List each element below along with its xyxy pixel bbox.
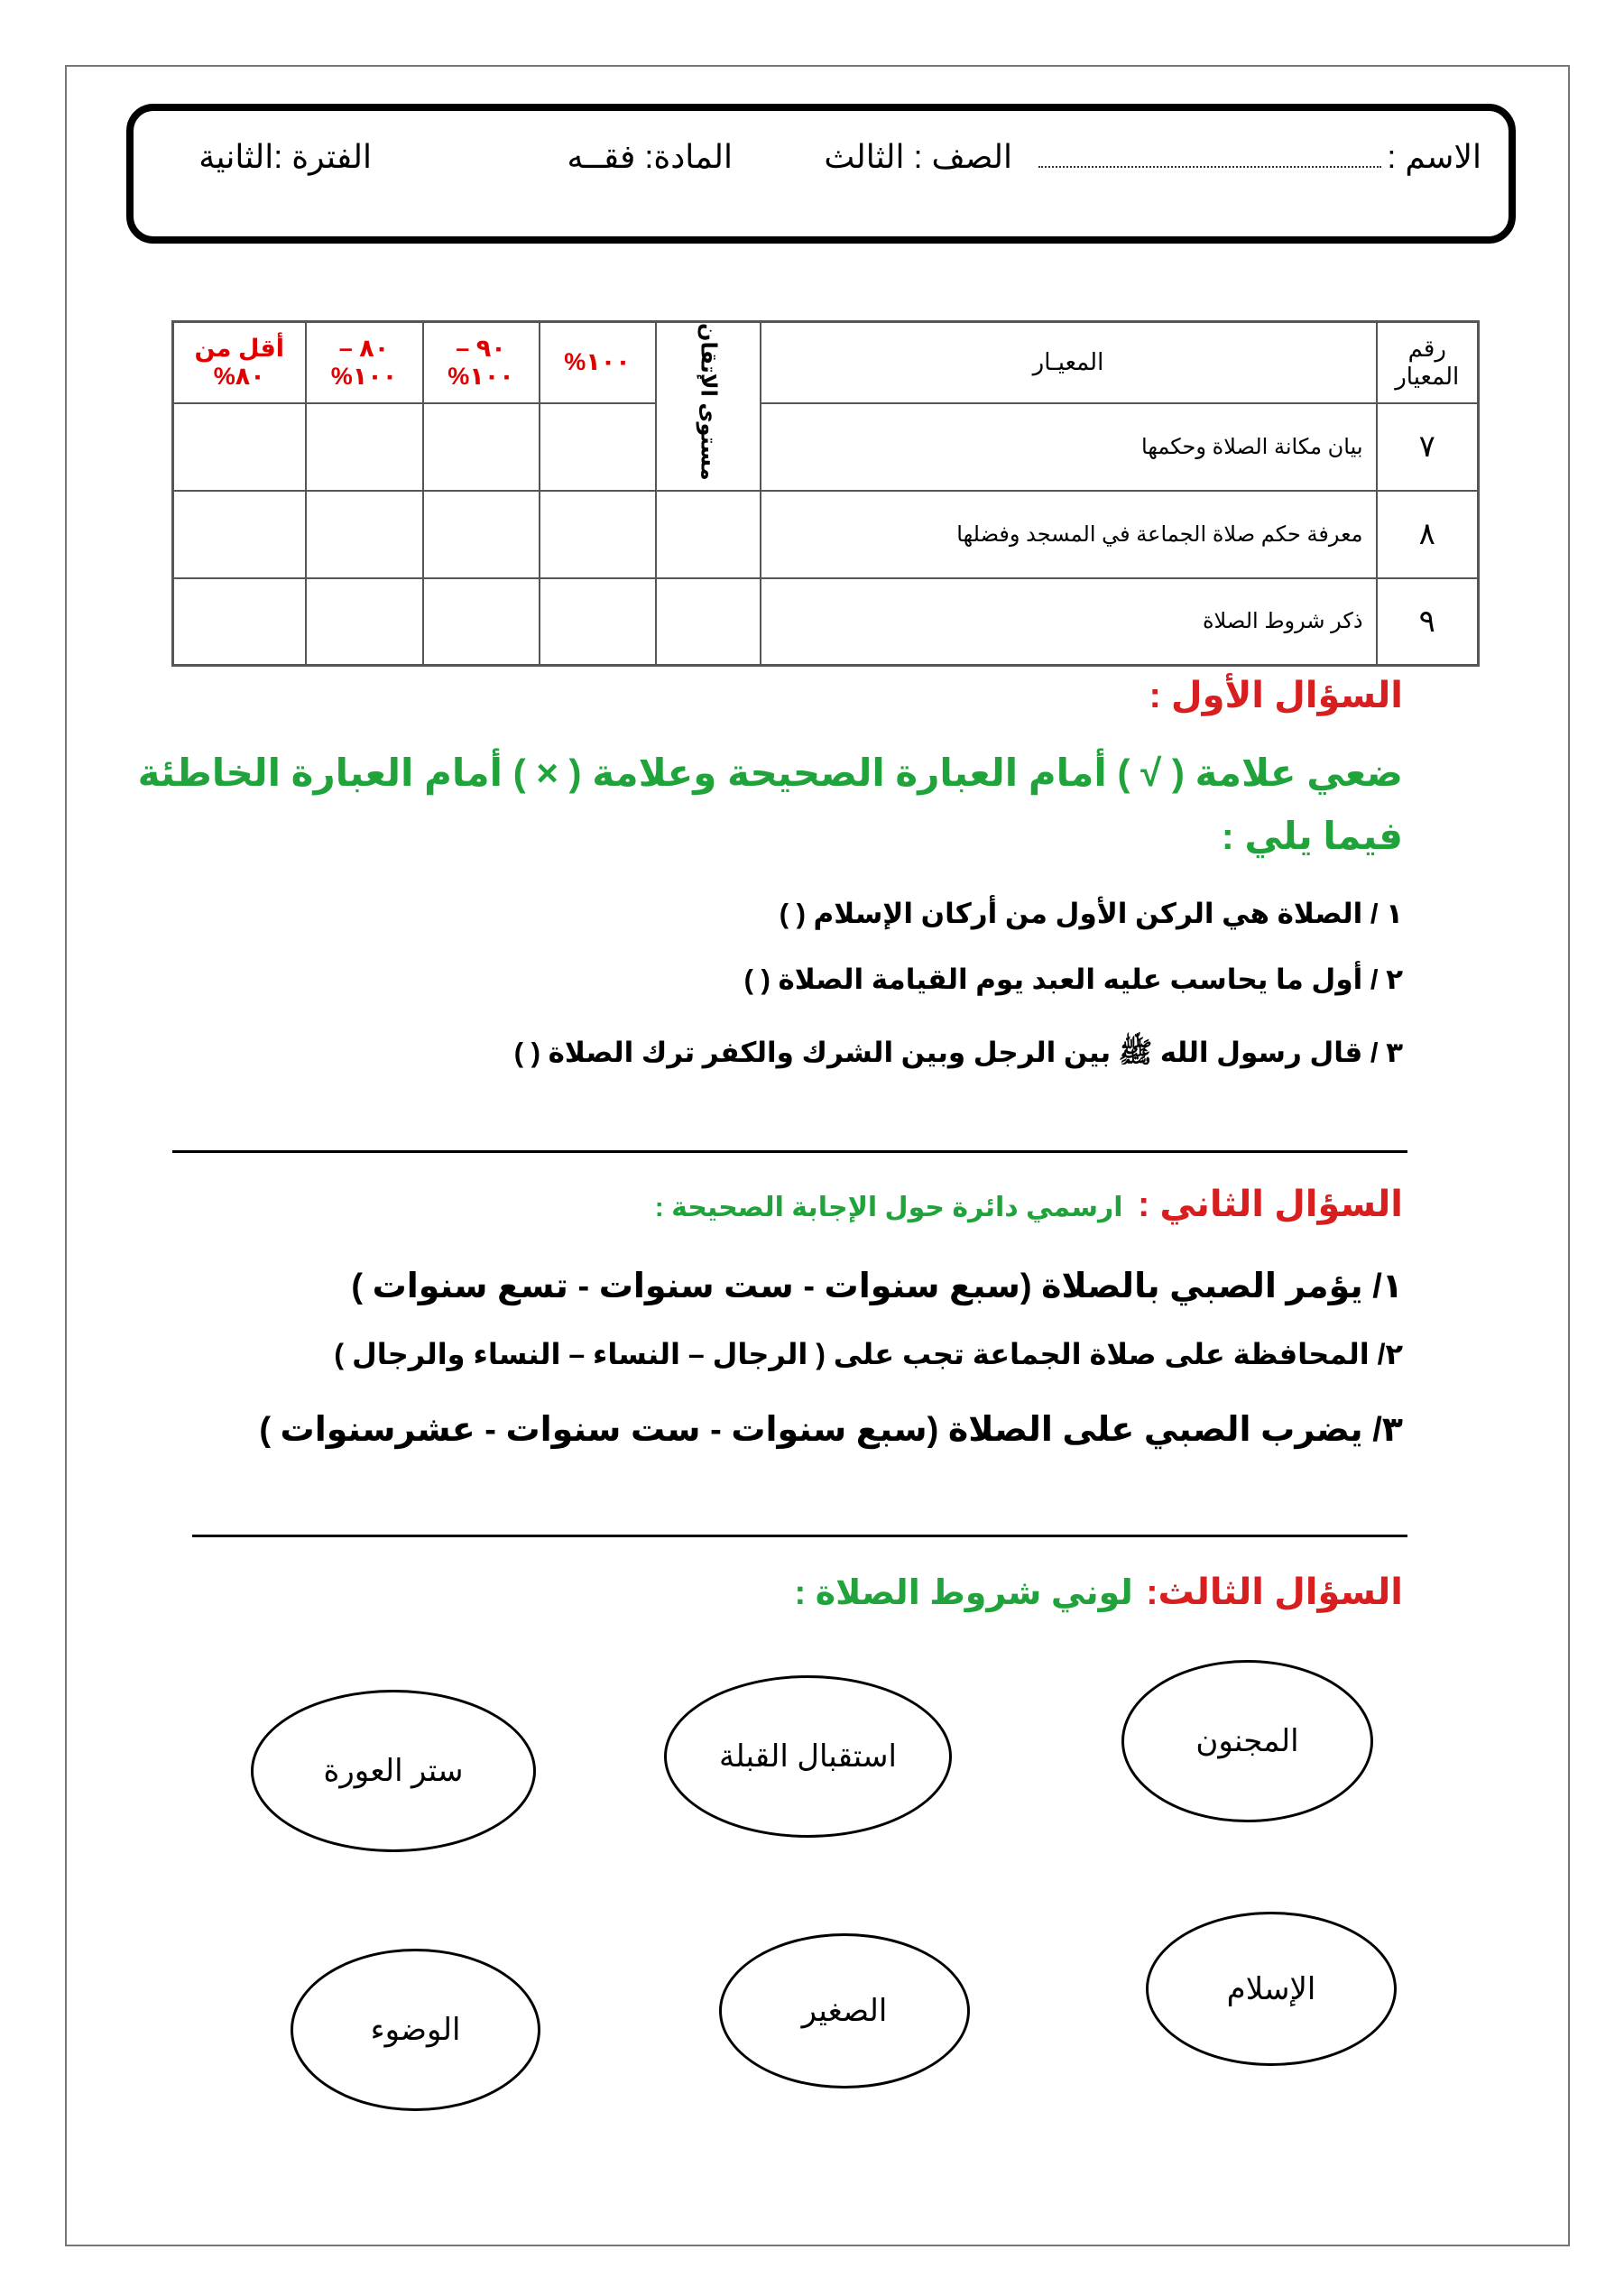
table-row: [173, 403, 1479, 491]
q1-item: ٣ / قال رسول الله ﷺ بين الرجل وبين الشرك والكفر ترك الصلاة ( ): [513, 1037, 1403, 1068]
header-box: [126, 104, 1516, 244]
q3-instruction: لوني شروط الصلاة :: [794, 1574, 1133, 1612]
cell[interactable]: [173, 403, 306, 491]
col-100: ١٠٠%: [540, 322, 656, 403]
cell[interactable]: [656, 578, 761, 666]
cell[interactable]: [173, 578, 306, 666]
option-ellipse[interactable]: المجنون: [1121, 1660, 1373, 1822]
row-number: ٨: [1377, 491, 1479, 578]
cell[interactable]: [423, 403, 540, 491]
q2-instruction: ارسمي دائرة حول الإجابة الصحيحة :: [654, 1193, 1123, 1222]
q1-title: السؤال الأول :: [1149, 676, 1403, 715]
name-field[interactable]: [1038, 138, 1481, 176]
grade: الصف : الثالث: [824, 138, 1012, 175]
q2-item: ٢/ المحافظة على صلاة الجماعة تجب على ( الرجال – النساء – النساء والرجال ): [334, 1338, 1403, 1370]
row-criterion: معرفة حكم صلاة الجماعة في المسجد وفضلها: [761, 491, 1377, 578]
cell[interactable]: [173, 491, 306, 578]
q1-instruction: ضعي علامة ( √ ) أمام العبارة الصحيحة وعلامة ( × ) أمام العبارة الخاطئة: [137, 752, 1403, 794]
q1-instruction-cont: فيما يلي :: [1221, 815, 1403, 857]
divider: [192, 1535, 1407, 1537]
q2-item: ٣/ يضرب الصبي على الصلاة (سبع سنوات - ست سنوات - عشرسنوات ): [259, 1411, 1403, 1449]
col-80: ٨٠ – ١٠٠%: [306, 322, 423, 403]
cell[interactable]: [423, 491, 540, 578]
level-label: مستوى الإتقان: [696, 323, 721, 481]
cell[interactable]: [656, 491, 761, 578]
q2-item: ١/ يؤمر الصبي بالصلاة (سبع سنوات - ست سنوات - تسع سنوات ): [351, 1268, 1403, 1305]
table-row: [173, 491, 1479, 578]
option-ellipse[interactable]: الصغير: [719, 1933, 970, 2089]
period: الفترة :الثانية: [198, 138, 372, 175]
col-criterion: المعيـار: [761, 322, 1377, 403]
row-number: ٩: [1377, 578, 1479, 666]
divider: [172, 1150, 1407, 1153]
col-below80: أقل من ٨٠%: [173, 322, 306, 403]
q1-item: ١ / الصلاة هي الركن الأول من أركان الإسلام ( ): [779, 898, 1403, 929]
name-label: الاسم :: [1387, 138, 1481, 175]
cell[interactable]: [306, 403, 423, 491]
cell[interactable]: [306, 578, 423, 666]
q3-heading: [794, 1572, 1403, 1613]
cell[interactable]: [540, 578, 656, 666]
col-level: [656, 322, 761, 491]
row-criterion: ذكر شروط الصلاة: [761, 578, 1377, 666]
cell[interactable]: [540, 403, 656, 491]
cell[interactable]: [306, 491, 423, 578]
cell[interactable]: [540, 491, 656, 578]
q1-item: ٢ / أول ما يحاسب عليه العبد يوم القيامة الصلاة ( ): [743, 964, 1403, 995]
row-criterion: بيان مكانة الصلاة وحكمها: [761, 403, 1377, 491]
option-ellipse[interactable]: استقبال القبلة: [664, 1675, 952, 1838]
subject: المادة: فقــه: [567, 138, 733, 175]
q2-heading: [655, 1184, 1403, 1225]
cell[interactable]: [423, 578, 540, 666]
criteria-table: [171, 320, 1480, 667]
table-row: [173, 578, 1479, 666]
q3-title: السؤال الثالث:: [1146, 1572, 1403, 1612]
option-ellipse[interactable]: ستر العورة: [251, 1690, 536, 1852]
col-number: رقم المعيار: [1377, 322, 1479, 403]
q2-title: السؤال الثاني :: [1137, 1185, 1403, 1224]
name-blank[interactable]: [1038, 166, 1381, 168]
table-header-row: [173, 322, 1479, 403]
row-number: ٧: [1377, 403, 1479, 491]
option-ellipse[interactable]: الوضوء: [291, 1949, 540, 2111]
col-90: ٩٠ – ١٠٠%: [423, 322, 540, 403]
option-ellipse[interactable]: الإسلام: [1146, 1912, 1397, 2066]
